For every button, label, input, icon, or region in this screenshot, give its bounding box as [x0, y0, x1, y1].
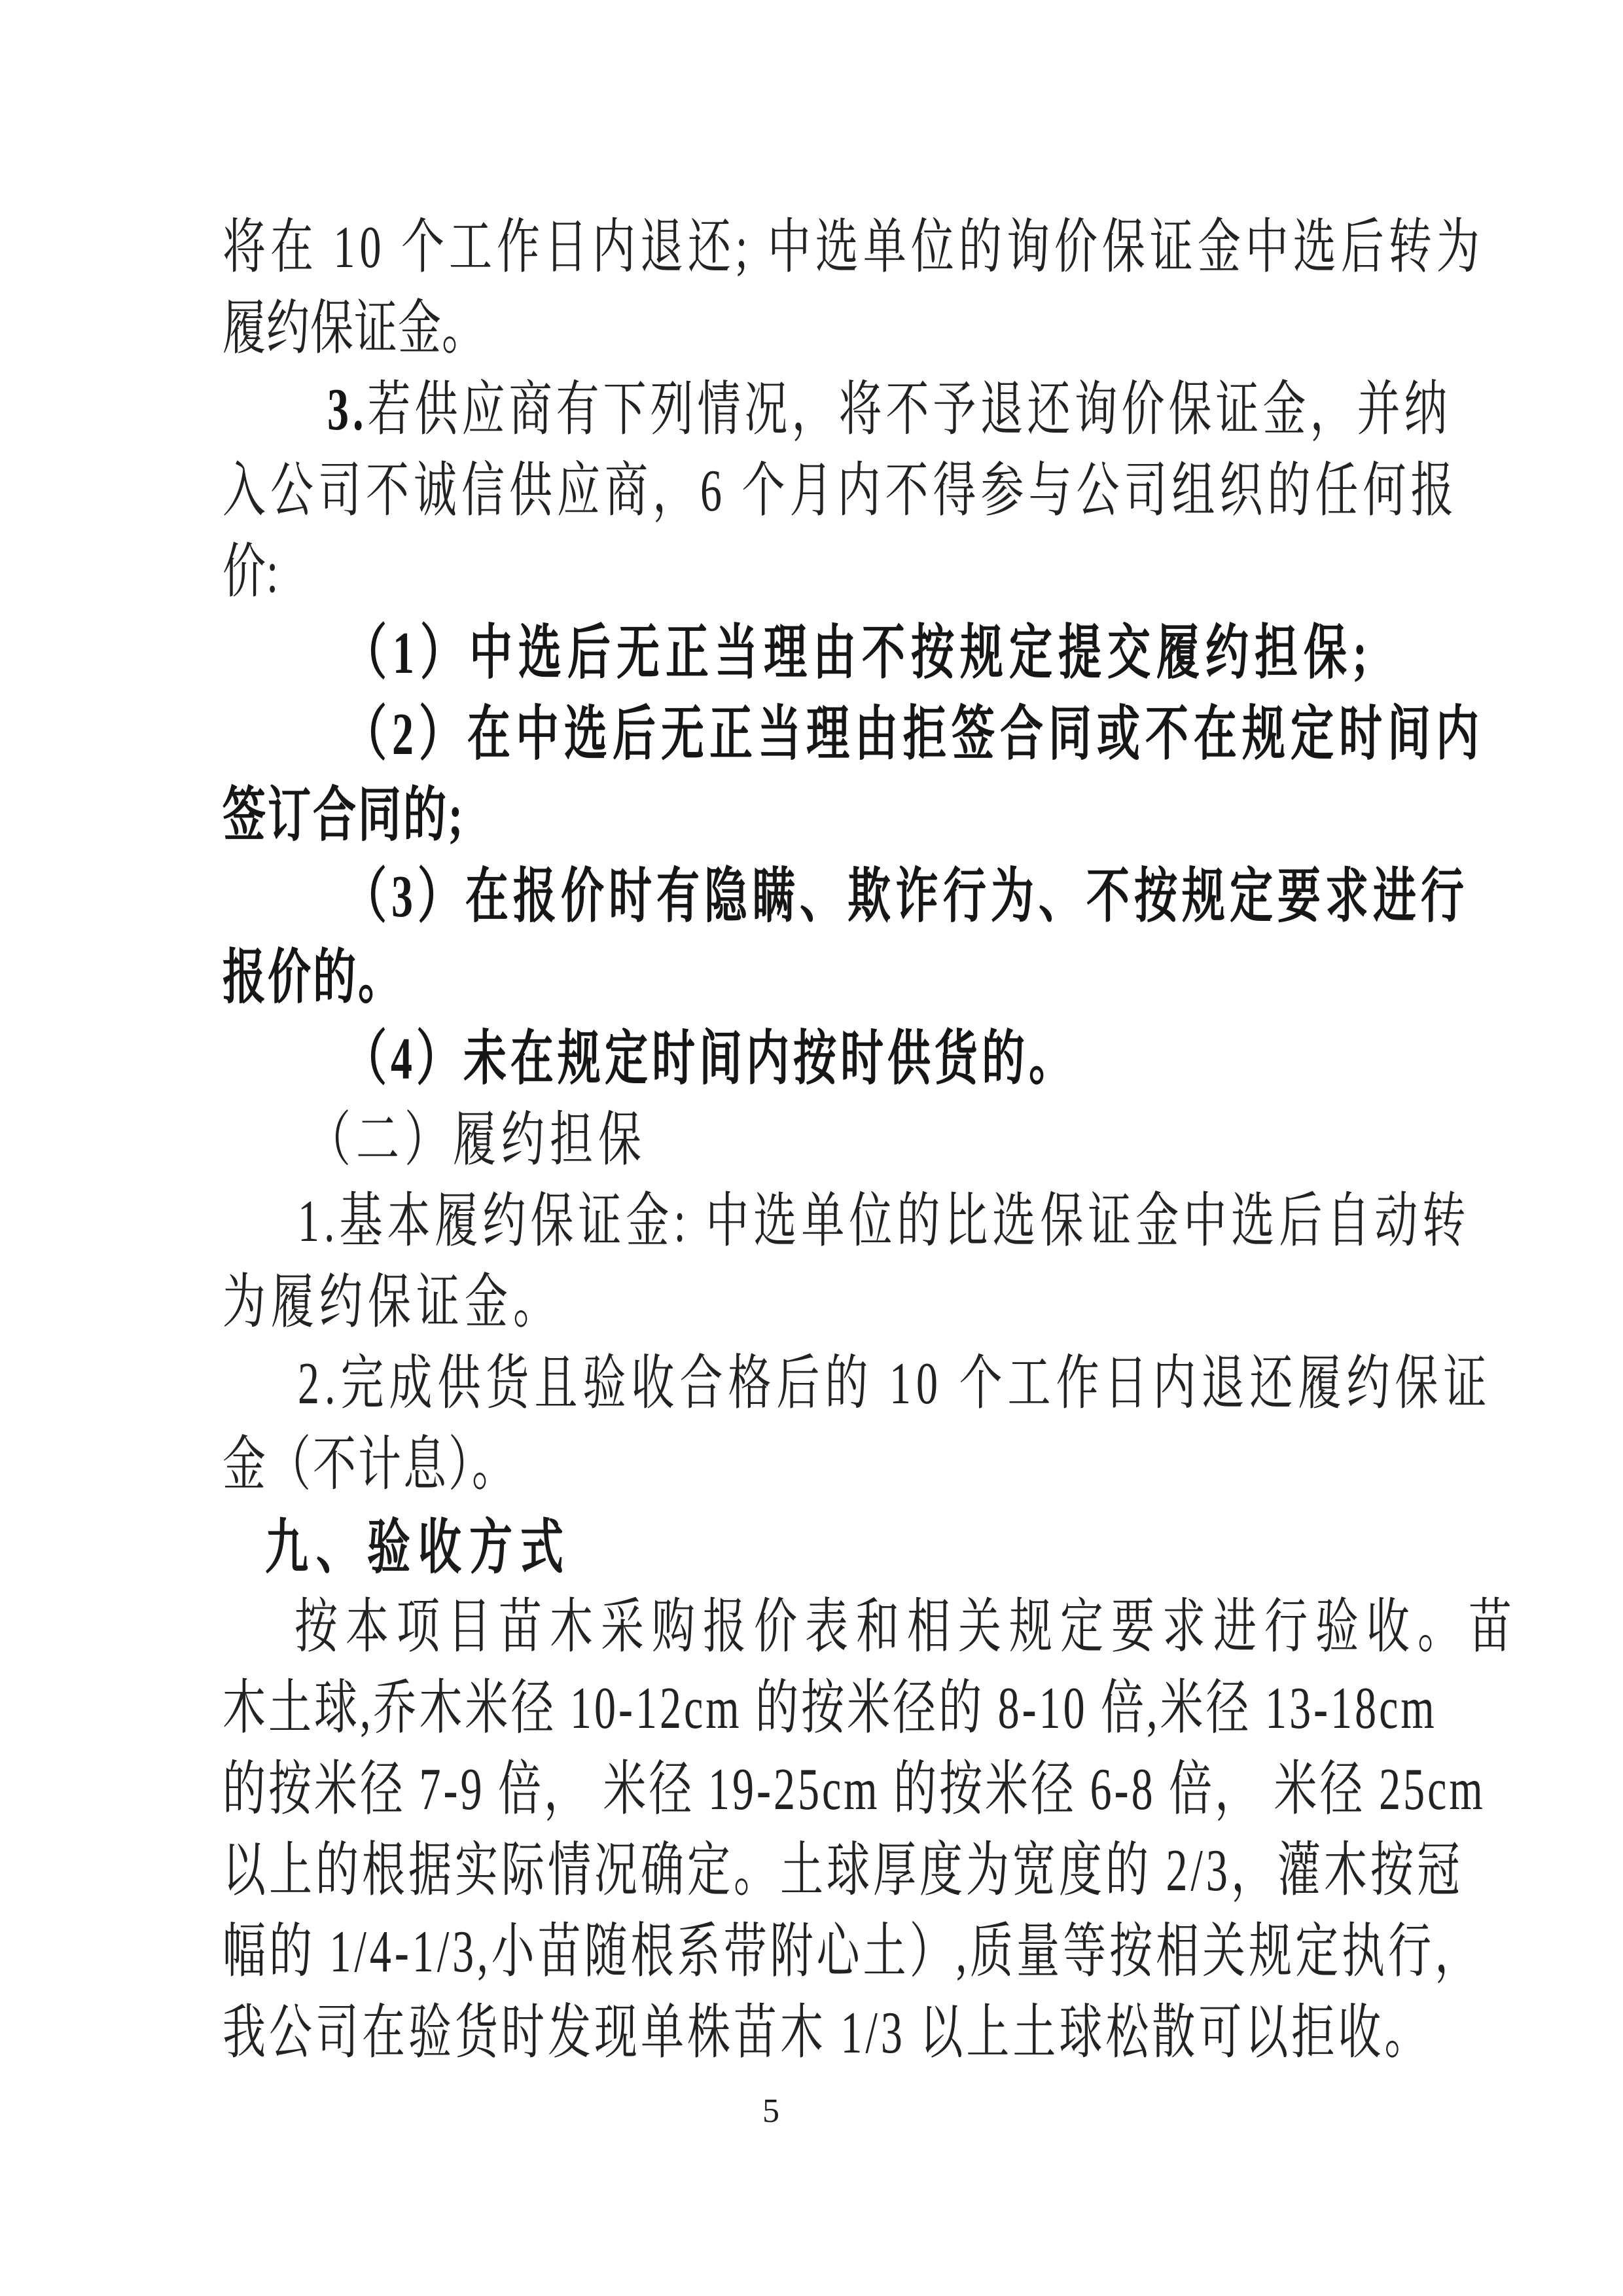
page-footer [0, 2092, 1623, 2131]
text-line: （1）中选后无正当理由不按规定提交履约担保; [344, 620, 1373, 687]
text-line: 将在 10 个工作日内退还; 中选单位的询价保证金中选后转为 [223, 214, 1484, 281]
text-line: 以上的根据实际情况确定。土球厚度为宽度的 2/3，灌木按冠 [223, 1837, 1463, 1904]
text-line: 1.基本履约保证金: 中选单位的比选保证金中选后自动转 [298, 1188, 1471, 1255]
text-run: 若供应商有下列情况，将不予退还询价保证金，并纳 [367, 376, 1452, 443]
text-line: 签订合同的; [223, 782, 465, 849]
text-line: 幅的 1/4-1/3,小苗随根系带附心土）,质量等按相关规定执行， [223, 1918, 1482, 1985]
text-line: 的按米径 7-9 倍， 米径 19-25cm 的按米径 6-8 倍， 米径 25cm [223, 1756, 1486, 1823]
text-line: 报价的。 [223, 944, 403, 1011]
text-line: （2）在中选后无正当理由拒签合同或不在规定时间内 [344, 701, 1484, 768]
text-line: 价: [223, 539, 279, 605]
section-heading: 九、验收方式 [265, 1513, 571, 1581]
text-line: 2.完成供货且验收合格后的 10 个工作日内退还履约保证 [298, 1350, 1492, 1417]
text-line: （二）履约担保 [308, 1107, 647, 1174]
text-line: 为履约保证金。 [223, 1269, 562, 1336]
text-line: 金（不计息）。 [223, 1431, 517, 1498]
document-body [223, 208, 1520, 2075]
text-line: （3）在报价时有隐瞒、欺诈行为、不按规定要求进行 [344, 863, 1469, 930]
text-line: 我公司在验货时发现单株苗木 1/3 以上土球松散可以拒收。 [223, 2000, 1431, 2066]
page-number: 5 [762, 2092, 779, 2130]
text-line: 木土球,乔木米径 10-12cm 的按米径的 8-10 倍,米径 13-18cm [223, 1675, 1437, 1742]
text-line: （4）未在规定时间内按时供货的。 [344, 1026, 1076, 1092]
text-line: 按本项目苗木采购报价表和相关规定要求进行验收。苗 [294, 1594, 1520, 1660]
list-number: 3. [327, 376, 368, 443]
text-line: 履约保证金。 [223, 295, 486, 362]
text-line: 入公司不诚信供应商，6 个月内不得参与公司组织的任何报 [223, 457, 1459, 524]
